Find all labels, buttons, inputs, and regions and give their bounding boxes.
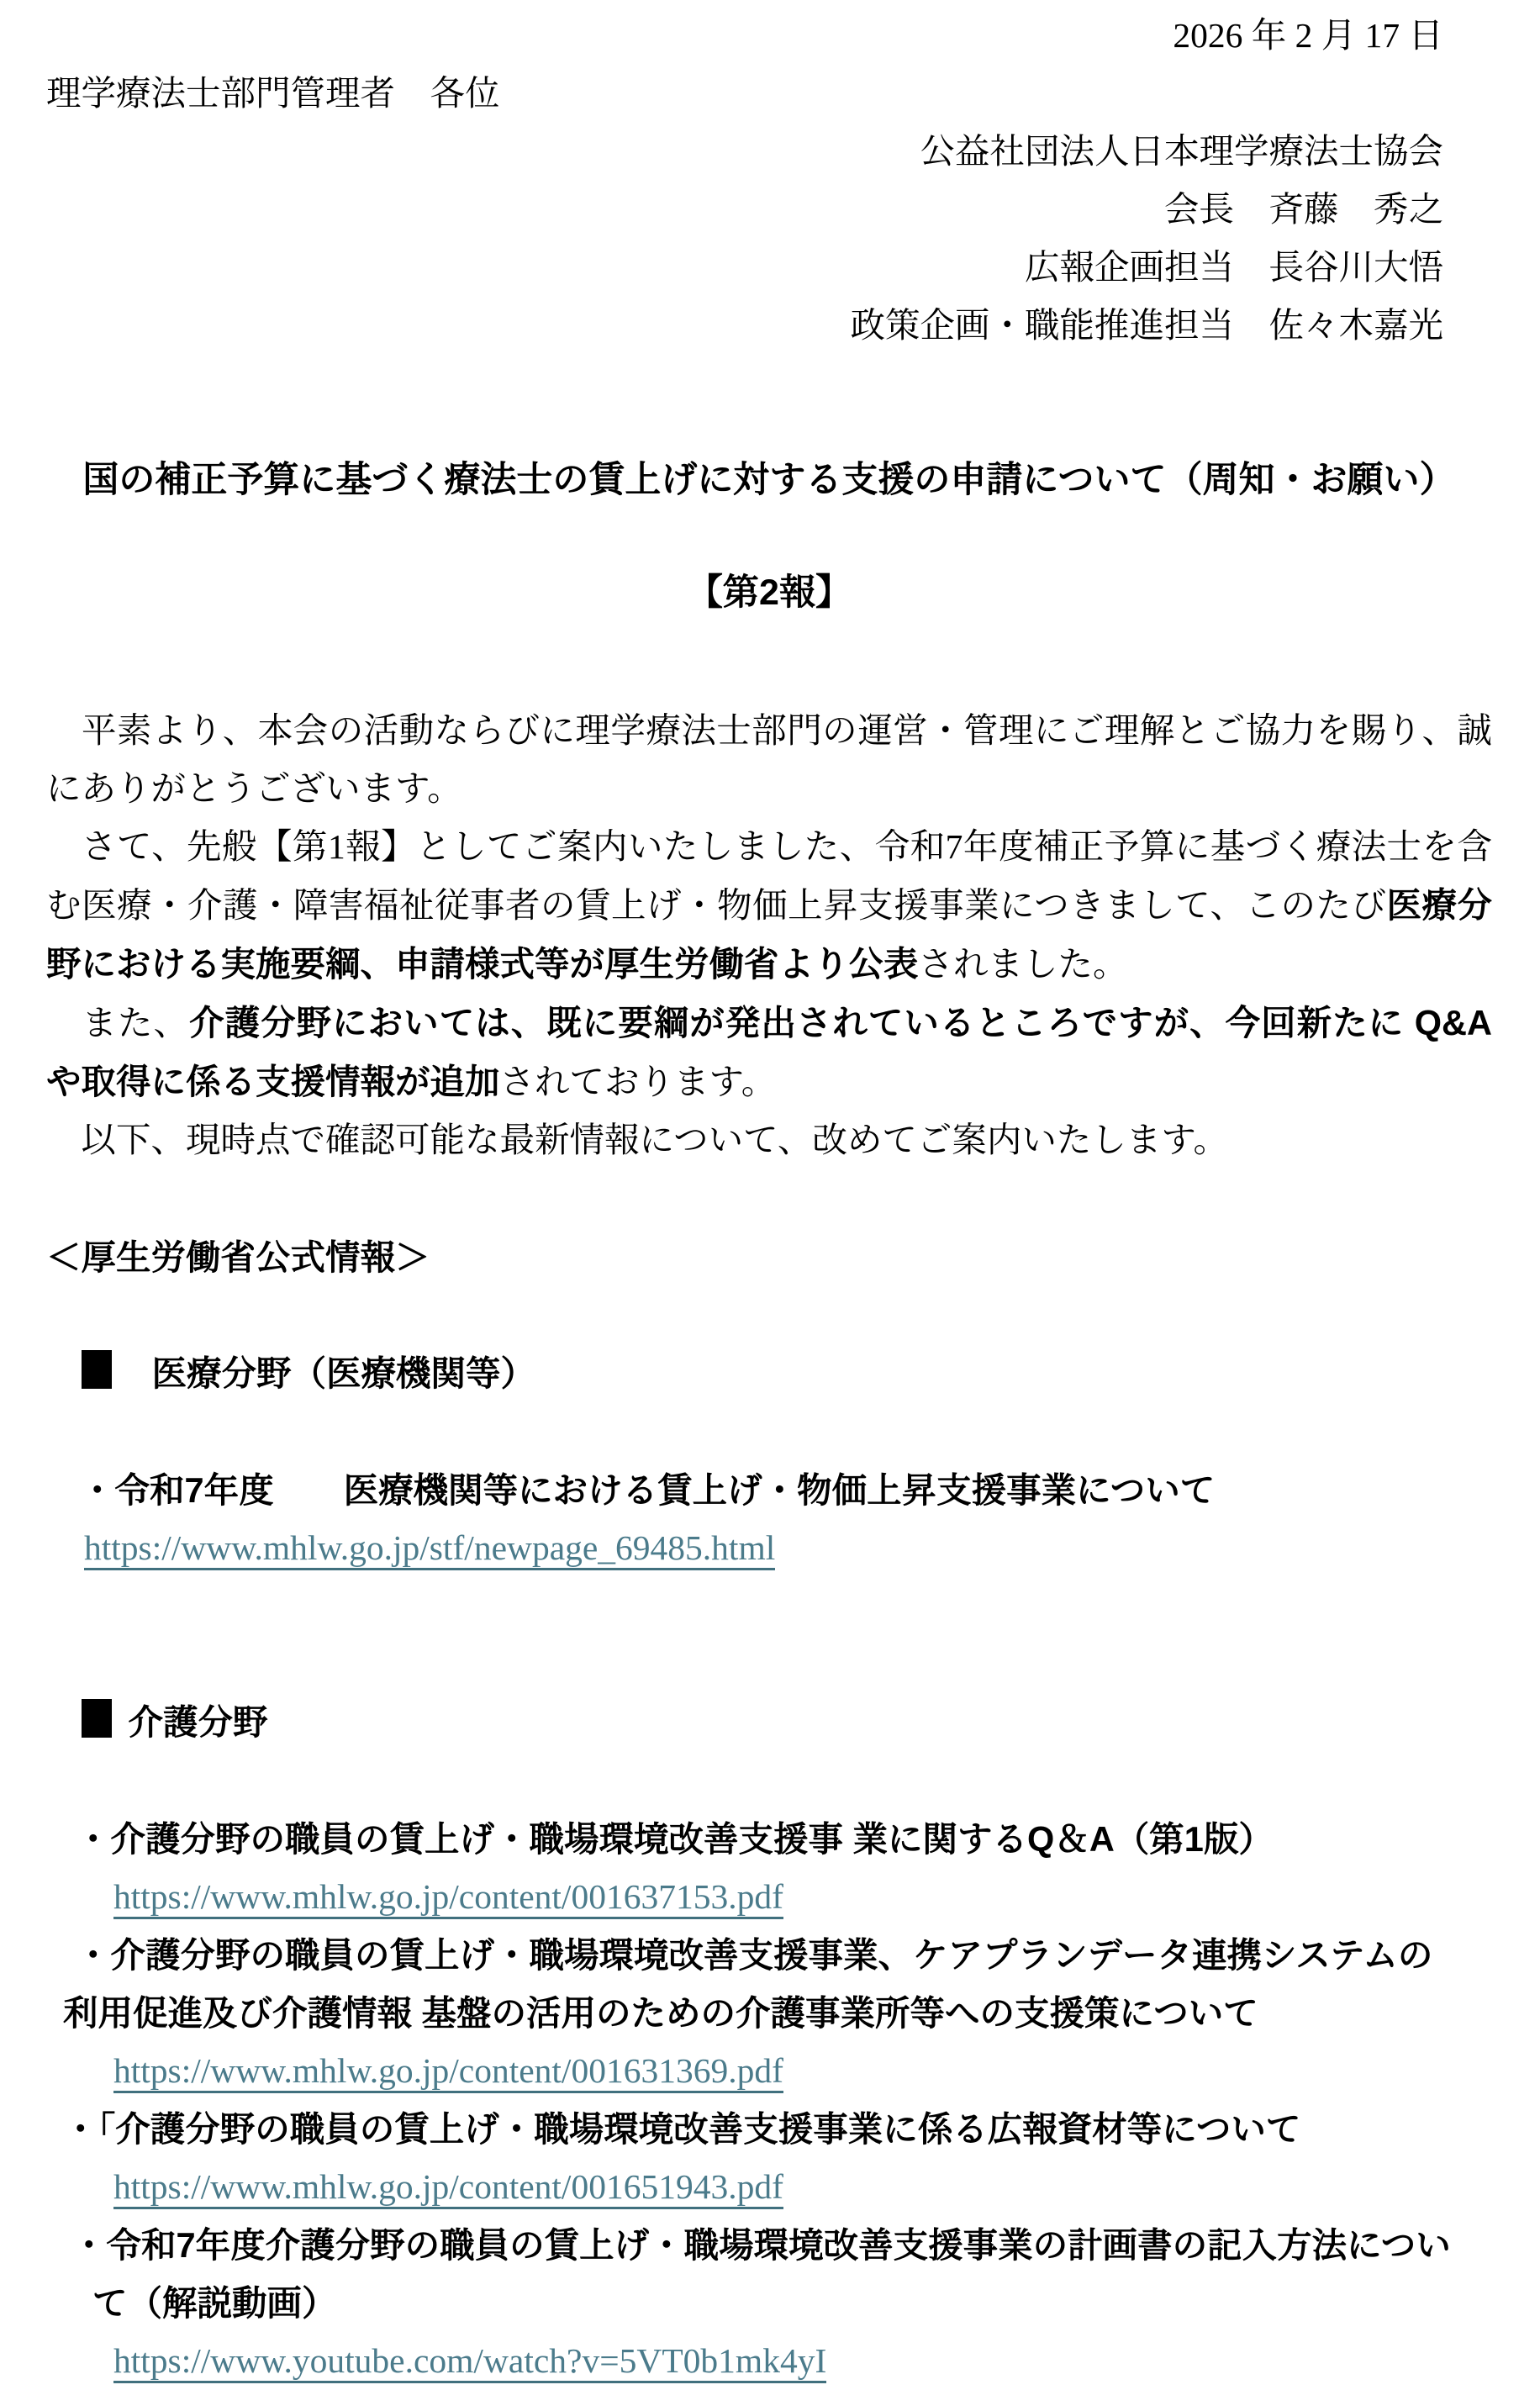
link-mhlw-001637153-pdf[interactable]: https://www.mhlw.go.jp/content/001637153.pdf xyxy=(113,1877,783,1919)
paragraph-run: さて、先般【第1報】としてご案内いたしました、令和7年度補正予算に基づく療法士を含む医療・介護・障害福祉従事者の賃上げ・物価上昇支援事業につきまして、このたび xyxy=(46,827,1492,925)
notice-title: 国の補正予算に基づく療法士の賃上げに対する支援の申請について（周知・お願い） xyxy=(82,460,1456,500)
paragraph-run: されました。 xyxy=(918,945,1128,984)
list-item-care-qa: ・介護分野の職員の賃上げ・職場環境改善支援事 業に関するQ＆A（第1版） xyxy=(76,1819,1274,1859)
paragraph-closing: 以下、現時点で確認可能な最新情報について、改めてご案内いたします。 xyxy=(46,1121,1229,1159)
link-row xyxy=(46,1519,1492,1577)
list-item-care-howto-line2: て（解説動画） xyxy=(92,2283,337,2323)
paragraph-medical-announcement xyxy=(46,818,1492,994)
link-row xyxy=(46,2042,1492,2100)
paragraph-run-bold: 介護分野においては、既に要綱が発出されているところですが、今回新たに Q&A や取得に係る支援情報が追加 xyxy=(46,1003,1502,1101)
list-item-medical-1: ・令和7年度 医療機関等における賃上げ・物価上昇支援事業について xyxy=(80,1470,1216,1510)
notice-subtitle: 【第2報】 xyxy=(687,572,852,613)
sender-pr-contact: 広報企画担当 長谷川大悟 xyxy=(1024,248,1443,287)
list-item-care-support-line1: ・介護分野の職員の賃上げ・職場環境改善支援事業、ケアプランデータ連携システムの xyxy=(76,1935,1433,1975)
link-row xyxy=(46,2158,1492,2216)
paragraph-run: また、 xyxy=(46,1004,190,1042)
paragraph-care-announcement xyxy=(46,994,1502,1111)
black-square-bullet-icon xyxy=(82,1350,112,1389)
section-care-label: 介護分野 xyxy=(128,1702,268,1742)
body-text xyxy=(46,702,1502,1169)
list-item-care-pr-materials: ・「介護分野の職員の賃上げ・職場環境改善支援事業に係る広報資材等について xyxy=(63,2109,1301,2149)
date-line: 2026 年 2 月 17 日 xyxy=(1173,16,1443,55)
link-mhlw-001631369-pdf[interactable]: https://www.mhlw.go.jp/content/001631369.pdf xyxy=(113,2051,783,2093)
section-care-heading xyxy=(46,1635,1492,1810)
paragraph-greeting: 平素より、本会の活動ならびに理学療法士部門の運営・管理にご理解とご協力を賜り、誠にありがとうございます。 xyxy=(46,711,1492,808)
section-heading-mhlw-info: ＜厚生労働省公式情報＞ xyxy=(46,1237,430,1277)
sender-policy-contact: 政策企画・職能推進担当 佐々木嘉光 xyxy=(850,306,1443,345)
list-item-care-support-line2: 利用促進及び介護情報 基盤の活用のための介護事業所等への支援策について xyxy=(63,1993,1258,2033)
link-mhlw-newpage-69485[interactable]: https://www.mhlw.go.jp/stf/newpage_69485.html xyxy=(84,1528,775,1570)
link-row xyxy=(46,1868,1492,1926)
sender-president: 会長 斉藤 秀之 xyxy=(1163,190,1443,229)
recipient-line: 理学療法士部門管理者 各位 xyxy=(46,74,500,113)
paragraph-run-bold: 医療分野における実施要綱、申請様式等が厚生労働省より公表 xyxy=(46,885,1492,984)
link-row xyxy=(46,2332,1492,2390)
section-medical-heading xyxy=(46,1286,1492,1461)
list-item-care-howto-line1: ・令和7年度介護分野の職員の賃上げ・職場環境改善支援事業の計画書の記入方法につい xyxy=(71,2225,1451,2265)
section-medical-label: 医療分野（医療機関等） xyxy=(151,1353,536,1393)
sender-org: 公益社団法人日本理学療法士協会 xyxy=(920,132,1443,171)
paragraph-run: されております。 xyxy=(499,1063,777,1101)
link-youtube-howto-video[interactable]: https://www.youtube.com/watch?v=5VT0b1mk4yI xyxy=(113,2341,826,2383)
black-square-bullet-icon xyxy=(82,1699,112,1738)
link-mhlw-001651943-pdf[interactable]: https://www.mhlw.go.jp/content/001651943.pdf xyxy=(113,2167,783,2209)
